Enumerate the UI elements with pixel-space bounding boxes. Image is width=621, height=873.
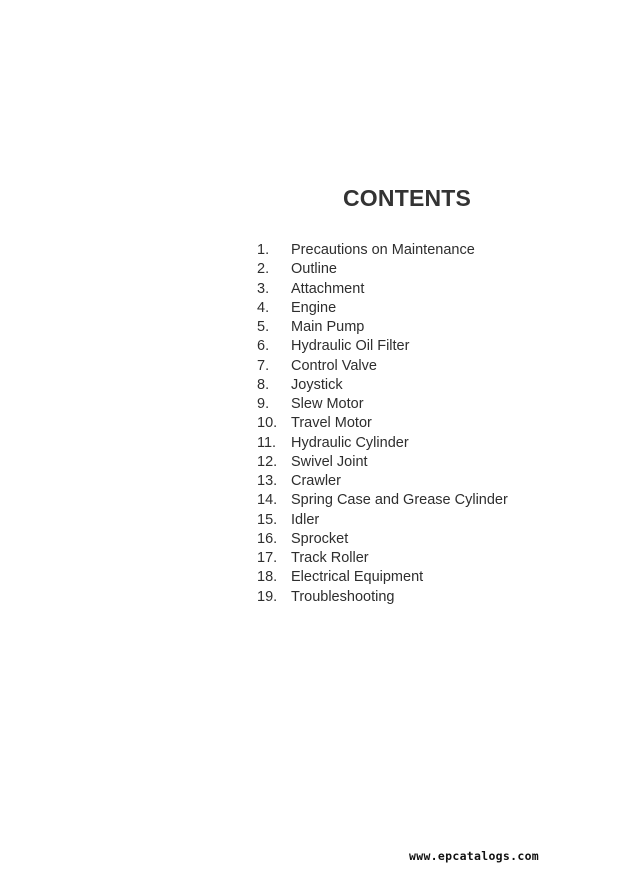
- toc-item-number: 2.: [257, 261, 270, 278]
- toc-item-number: 12.: [257, 453, 278, 470]
- toc-item: [257, 260, 508, 279]
- toc-item-number: 10.: [257, 415, 278, 432]
- toc-item-label: Engine: [291, 299, 337, 316]
- toc-item: [257, 453, 508, 472]
- toc-item-label: Idler: [291, 511, 320, 528]
- toc-item-number: 17.: [257, 550, 278, 566]
- toc-item-number: 18.: [257, 569, 278, 586]
- toc-item-label: Outline: [291, 261, 337, 278]
- toc-item-number: 14.: [257, 492, 278, 509]
- toc-item-label: Electrical Equipment: [291, 569, 424, 586]
- toc-item-number: 3.: [257, 280, 270, 297]
- toc-item: [257, 395, 508, 414]
- toc-item: [257, 549, 508, 568]
- toc-item: [257, 318, 508, 337]
- toc-item: [257, 337, 508, 356]
- toc-item: [257, 280, 508, 299]
- toc-item-label: Troubleshooting: [291, 588, 395, 605]
- toc-item: [257, 241, 508, 260]
- toc-item-number: 5.: [257, 319, 270, 335]
- page-title: CONTENTS: [343, 185, 472, 211]
- toc-item-label: Travel Motor: [291, 415, 372, 432]
- toc-item: [257, 511, 508, 530]
- toc-item: [257, 376, 508, 395]
- toc-item-label: Precautions on Maintenance: [291, 242, 475, 258]
- toc-item: [257, 491, 508, 510]
- toc-item-number: 9.: [257, 396, 270, 412]
- toc-item-label: Crawler: [291, 473, 341, 489]
- toc-item: [257, 299, 508, 318]
- toc-item-label: Attachment: [291, 280, 365, 297]
- toc-item: [257, 434, 508, 453]
- toc-item-number: 16.: [257, 530, 278, 547]
- watermark-url: www.epcatalogs.com: [409, 849, 540, 863]
- toc-item: [257, 357, 508, 376]
- toc-item-number: 6.: [257, 338, 270, 355]
- toc-item-label: Slew Motor: [291, 396, 364, 412]
- toc-item-number: 11.: [257, 434, 277, 451]
- toc-item-number: 13.: [257, 473, 278, 489]
- toc-item-label: Main Pump: [291, 319, 365, 335]
- toc-item-number: 1.: [257, 242, 270, 258]
- table-of-contents: [257, 241, 508, 607]
- toc-item-label: Swivel Joint: [291, 453, 368, 470]
- toc-item-label: Hydraulic Oil Filter: [291, 338, 410, 355]
- toc-item-number: 7.: [257, 357, 270, 374]
- toc-item-label: Joystick: [291, 376, 343, 393]
- toc-item-number: 8.: [257, 376, 270, 393]
- toc-item-label: Hydraulic Cylinder: [291, 434, 409, 451]
- toc-item: [257, 530, 508, 549]
- toc-item-number: 15.: [257, 511, 278, 528]
- toc-item-number: 19.: [257, 588, 278, 605]
- toc-item-label: Spring Case and Grease Cylinder: [291, 492, 508, 509]
- toc-item-label: Sprocket: [291, 530, 349, 547]
- toc-item-number: 4.: [257, 299, 270, 316]
- toc-item-label: Control Valve: [291, 357, 377, 374]
- toc-item: [257, 588, 508, 607]
- toc-item-label: Track Roller: [291, 550, 369, 566]
- toc-item: [257, 568, 508, 587]
- toc-item: [257, 472, 508, 491]
- toc-item: [257, 414, 508, 433]
